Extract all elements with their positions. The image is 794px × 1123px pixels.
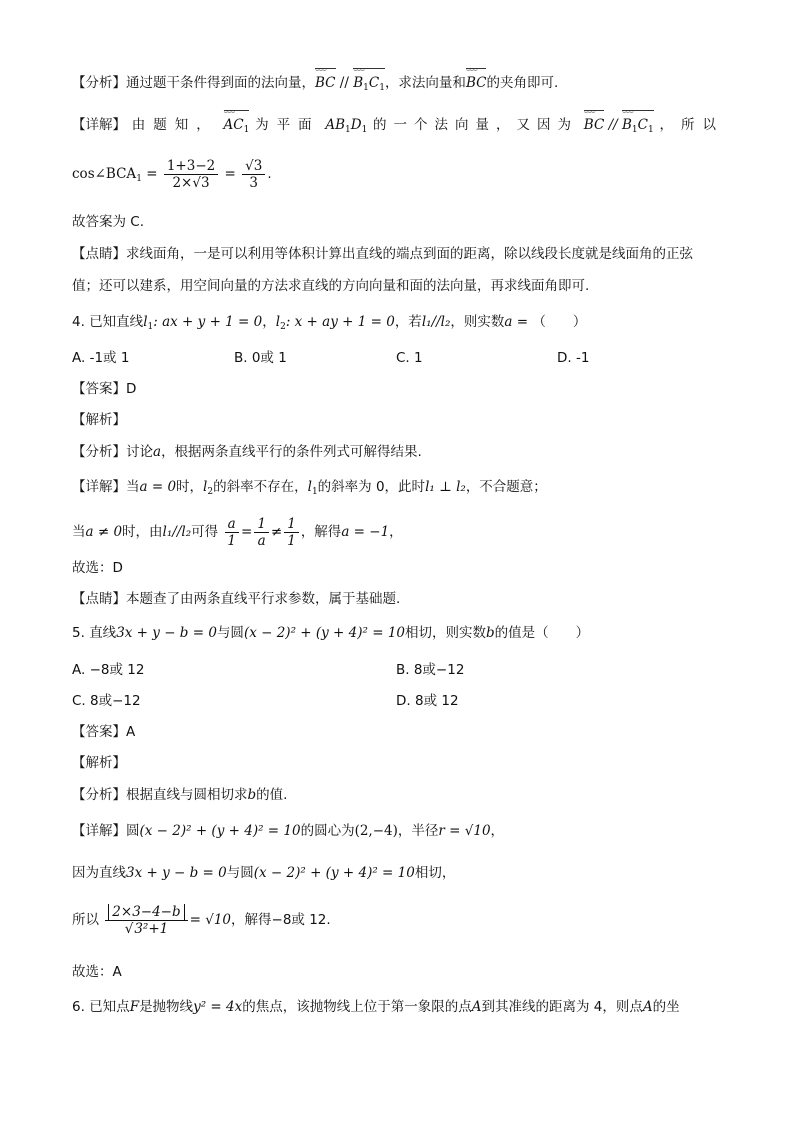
comment-text: 值；还可以建系，用空间向量的方法求直线的方向向量和面的法向量，再求线面角即可. (72, 278, 590, 294)
q4-option-a: A. -1或 1 (72, 350, 130, 366)
analysis-text: ，求法向量和 (384, 75, 466, 91)
q5-choose: 故选：A (72, 964, 122, 980)
q4-detail-2: 当a ≠ 0时，由l₁//l₂可得 $\frac{a}{1}$ = $\frac{1}{a}$ ≠ $\frac{1}{1}$ ，解得a = −1， (72, 515, 403, 549)
vector-parallel: BC ⌣⌣⌣ // $B_1C_1$ ⌣⌣⌣ (584, 114, 654, 141)
analysis-tag: 【分析】 (72, 75, 126, 91)
comment-text: 求线面角，一是可以利用等体积计算出直线的端点到面的距离，除以线段长度就是线面角的正弦 (126, 246, 693, 262)
q4-solution-tag: 【解析】 (72, 412, 126, 428)
detail-text: 的一个法向量，又因为 (373, 117, 579, 133)
q3-analysis-line (72, 72, 724, 99)
q5-option-b: B. 8或−12 (396, 662, 465, 678)
vector-bc: BC ⌣⌣⌣ (315, 72, 336, 94)
q5-detail-1: 【详解】圆(x − 2)² + (y + 4)² = 10的圆心为(2,−4)，半径r = √10， (72, 823, 505, 839)
analysis-text: 通过题干条件得到面的法向量， (126, 75, 315, 91)
q4-option-c: C. 1 (396, 350, 423, 366)
q4-option-b: B. 0或 1 (234, 350, 287, 366)
q5-stem: 5. 直线3x + y − b = 0与圆(x − 2)² + (y + 4)² = 10相切，则实数b的值是（ ） (72, 625, 590, 641)
q5-analysis: 【分析】根据直线与圆相切求b的值. (72, 787, 288, 803)
q4-answer: 【答案】D (72, 381, 137, 397)
question-number: 5. (72, 625, 85, 641)
circle-equation: (x − 2)² + (y + 4)² = 10 (243, 625, 406, 641)
q6-stem: 6. 已知点F是抛物线y² = 4x的焦点，该抛物线上位于第一象限的点A到其准线的距离为 4，则点A的坐 (72, 999, 680, 1015)
parabola-equation: y² = 4x (193, 999, 243, 1015)
line-l2-equation: : x + ay + 1 = 0 (285, 314, 395, 330)
vector-ac1: $AC_1$ ⌣⌣⌣ (224, 114, 250, 141)
detail-tag: 【详解】 (72, 117, 126, 133)
q5-detail-3: 所以 $\frac{2\times 3-4-b}{\text{√3²+1}}$ = √10，解得−8或 12. (72, 903, 331, 937)
question-number: 6. (72, 999, 85, 1015)
q5-option-d: D. 8或 12 (396, 693, 459, 709)
vector-bc: BC ⌣⌣⌣ (466, 72, 487, 94)
plane-ab1d1: $AB_1D_1$ (325, 117, 368, 135)
q4-comment: 【点睛】本题查了由两条直线平行求参数，属于基础题. (72, 591, 401, 607)
q5-answer: 【答案】A (72, 724, 136, 740)
vector-b1c1: $B_1C_1$ ⌣⌣⌣ (353, 72, 385, 99)
q4-detail-1: 【详解】当a = 0时，$l_2$的斜率不存在，$l_1$的斜率为 0，此时l₁ ⊥ l₂，不合题意； (72, 479, 547, 497)
q5-detail-2: 因为直线3x + y − b = 0与圆(x − 2)² + (y + 4)² = 10相切， (72, 865, 456, 881)
q5-option-c: C. 8或−12 (72, 693, 141, 709)
q3-detail-line (72, 114, 724, 141)
q3-cos-formula: $\cos\angle BCA_1$ = $\frac{1+3-2}{2\times√3}$ = $\frac{√3}{3}$ . (72, 157, 272, 191)
distance-fraction: $\frac{2\times 3-4-b}{\text{√3²+1}}$ (105, 904, 187, 937)
detail-text: 为平面 (255, 117, 320, 133)
q3-comment-line2 (72, 275, 724, 297)
q4-option-d: D. -1 (557, 350, 590, 366)
q4-choose: 故选：D (72, 560, 123, 576)
q5-option-a: A. −8或 12 (72, 662, 145, 678)
q3-comment-line1 (72, 243, 724, 265)
q3-answer: 故答案为 C. (72, 214, 145, 230)
cos-label: $\cos\angle BCA_1$ (72, 166, 142, 184)
detail-text: ，所以 (659, 117, 724, 133)
parallel-symbol: // (335, 75, 354, 91)
analysis-text: 的夹角即可. (486, 75, 559, 91)
q5-solution-tag: 【解析】 (72, 755, 126, 771)
detail-text: 由题知， (131, 117, 218, 133)
comment-tag: 【点睛】 (72, 246, 126, 262)
q4-stem: 4. 已知直线$l_1$: ax + y + 1 = 0，$l_2$: x + ay + 1 = 0，若l₁//l₂，则实数a = （ ） (72, 314, 587, 332)
cos-fraction: $\frac{1+3-2}{2\times√3}$ (164, 158, 218, 191)
line-l1-equation: : ax + y + 1 = 0 (153, 314, 263, 330)
equals-sign: = (224, 166, 236, 182)
parallel-condition: l₁//l₂ (421, 314, 451, 330)
question-number: 4. (72, 314, 85, 330)
cos-result: $\frac{√3}{3}$ (242, 158, 265, 191)
line-equation: 3x + y − b = 0 (116, 625, 217, 641)
q4-analysis: 【分析】讨论a，根据两条直线平行的条件列式可解得结果. (72, 444, 422, 460)
